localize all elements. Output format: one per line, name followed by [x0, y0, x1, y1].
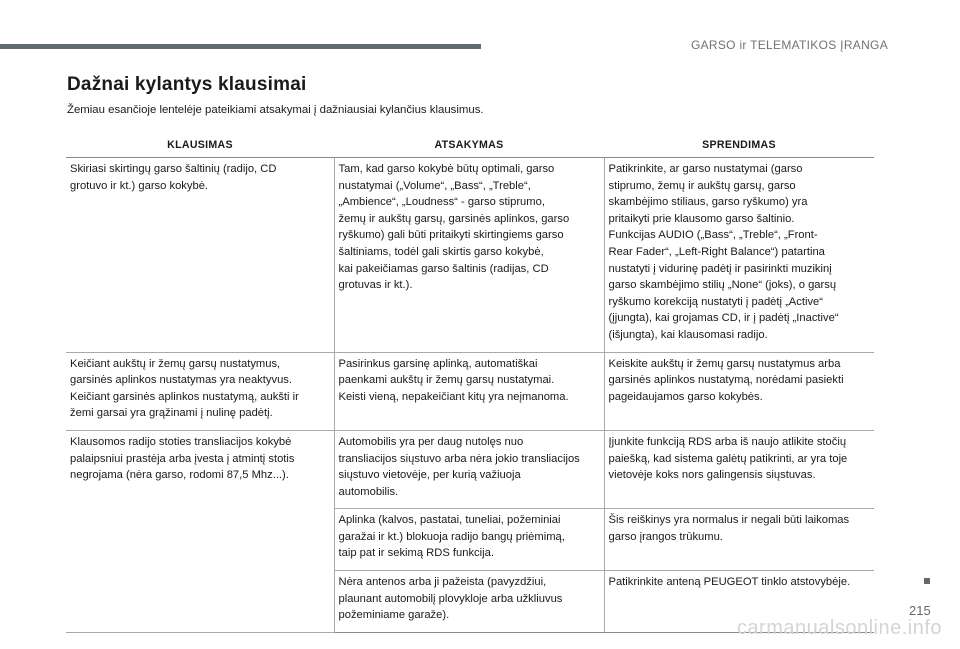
section-title: GARSO ir TELEMATIKOS ĮRANGA: [690, 38, 888, 52]
answer-text: Aplinka (kalvos, pastatai, tuneliai, požeminiai garažai ir kt.) blokuoja radijo bangų priėmimą, taip pat ir sekimą RDS funkcija.: [338, 514, 565, 560]
solution-cell: [604, 430, 874, 508]
page-marker-square: [924, 578, 930, 584]
table-header-row: [66, 133, 874, 158]
column-header-question: KLAUSIMAS: [66, 133, 334, 158]
question-text: Keičiant aukštų ir žemų garsų nustatymus, garsinės aplinkos nustatymas yra neaktyvus. Keičiant garsinės aplinkos nustatymą, aukšti ir žemi garsai yra grąžinami į nulinę padėtį.: [70, 357, 299, 420]
solution-text: Šis reiškinys yra normalus ir negali būti laikomas garso įrangos trūkumu.: [608, 514, 850, 543]
question-text: Klausomos radijo stoties transliacijos kokybė palaipsniui prastėja arba įvesta į atmintį stotis negrojama (nėra garso, rodomi 87,5 Mhz...).: [70, 435, 295, 482]
table-row: [66, 430, 874, 508]
page-title: Dažnai kylantys klausimai: [67, 74, 307, 95]
answer-text: Tam, kad garso kokybė būtų optimali, garso nustatymai („Volume“, „Bass“, „Treble“, „Ambience“, „Loudness“ - garso stiprumo, žemų ir aukštų garsų, garsinės aplinkos, garso ryškumo) gali būti pritaikyti skirtingiems garso šaltiniams, todėl gali skirtis garso kokybė, kai pakeičiamas garso šaltinis (radijas, CD grotuvas ir kt.).: [338, 163, 570, 292]
column-header-answer: ATSAKYMAS: [334, 133, 604, 158]
table-row: [66, 352, 874, 430]
solution-cell: [604, 509, 874, 571]
answer-cell: [334, 352, 604, 430]
table-row: [66, 158, 874, 353]
solution-text: Patikrinkite anteną PEUGEOT tinklo atstovybėje.: [608, 576, 851, 589]
question-cell: [66, 158, 334, 353]
answer-cell: [334, 430, 604, 508]
solution-text: Įjunkite funkciją RDS arba iš naujo atlikite stočių paiešką, kad sistema galėtų patikrinti, ar yra toje vietovėje koks nors galingensis siųstuvas.: [608, 435, 848, 482]
watermark: carmanualsonline.info: [736, 617, 942, 639]
solution-cell: [604, 352, 874, 430]
header-bar: [0, 44, 481, 49]
answer-text: Pasirinkus garsinę aplinką, automatiškai paenkami aukštų ir žemų garsų nustatymai. Keisti vieną, nepakeičiant kitų yra neįmanoma.: [338, 357, 569, 403]
intro-text: Žemiau esančioje lentelėje pateikiami atsakymai į dažniausiai kylančius klausimus.: [67, 104, 484, 116]
answer-cell: [334, 571, 604, 633]
solution-text: Patikrinkite, ar garso nustatymai (garso stiprumo, žemų ir aukštų garsų, garso skambėjimo stiliaus, garso ryškumo) yra pritaikyti prie klausomo garso šaltinio. Funkcijas AUDIO („Bass“, „Treble“, „Front- Rear Fader“, „Left-Right Balance“) patartina nustatyti į vidurinę padėtį ir pasirinkti muzikinį garso skambėjimo stilių „None“ (joks), o garsų ryškumo korekciją nustatyti į padėtį „Active“ (įjungta), kai grojamas CD, ir į padėtį „Inactive“ (išjungta), kai klausomasi radijo.: [608, 163, 839, 341]
solution-text: Keiskite aukštų ir žemų garsų nustatymus arba garsinės aplinkos nustatymą, norėdami pasiekti pageidaujamos garso kokybės.: [608, 357, 844, 403]
question-text: Skiriasi skirtingų garso šaltinių (radijo, CD grotuvo ir kt.) garso kokybė.: [70, 163, 277, 192]
page-number: 215: [909, 603, 931, 618]
solution-cell: [604, 158, 874, 353]
column-header-solution: SPRENDIMAS: [604, 133, 874, 158]
faq-table: [66, 133, 874, 633]
answer-cell: [334, 509, 604, 571]
answer-cell: [334, 158, 604, 353]
question-cell: [66, 430, 334, 632]
answer-text: Automobilis yra per daug nutolęs nuo transliacijos siųstuvo arba nėra jokio transliacijos siųstuvo vietovėje, per kurią važiuoja automobilis.: [338, 435, 580, 498]
answer-text: Nėra antenos arba ji pažeista (pavyzdžiui, plaunant automobilį plovykloje arba užkliuvus požeminiame garaže).: [338, 576, 563, 622]
question-cell: [66, 352, 334, 430]
